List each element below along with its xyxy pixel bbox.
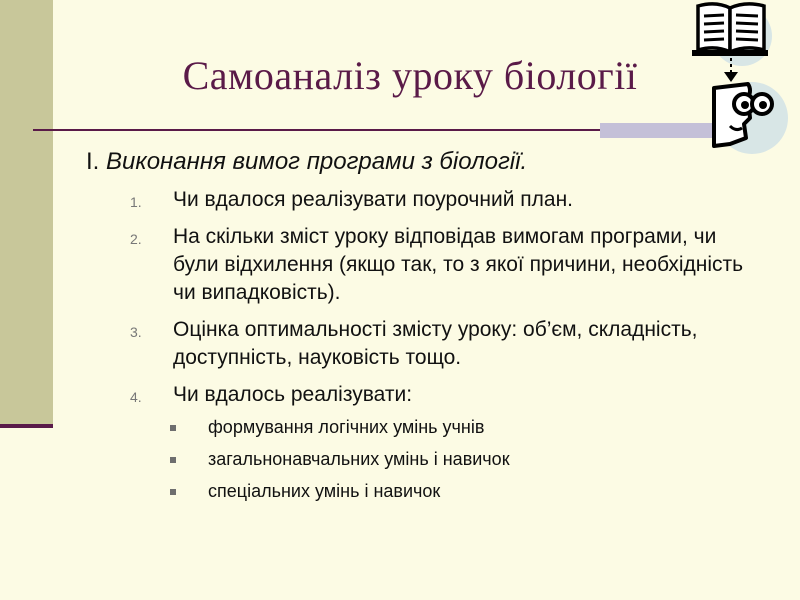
list-item-text: Чи вдалося реалізувати поурочний план.	[173, 188, 574, 211]
sublist-item	[170, 447, 746, 471]
list-item-number: 4.	[130, 389, 142, 405]
list-item-text: На скільки зміст уроку відповідав вимогам програми, чи були відхилення (якщо так, то з якої причини, необхідність чи випадковість).	[173, 225, 744, 304]
slide-title: Самоаналіз уроку біології	[182, 53, 638, 98]
title-rule-line	[33, 129, 600, 131]
section-heading	[86, 148, 746, 176]
bullet-sublist	[170, 415, 746, 503]
sublist-item	[170, 479, 746, 503]
sublist-item	[170, 415, 746, 439]
sublist-item-text: загальнонавчальних умінь і навичок	[208, 449, 510, 469]
list-item-text: Чи вдалось реалізувати:	[173, 383, 413, 406]
list-item-number: 2.	[130, 231, 142, 247]
list-item	[86, 186, 746, 214]
list-item	[86, 223, 746, 307]
sublist-item-text: формування логічних умінь учнів	[208, 417, 485, 437]
sublist-item-text: спеціальних умінь і навичок	[208, 481, 441, 501]
list-item	[86, 381, 746, 503]
square-bullet-icon	[170, 457, 176, 463]
numbered-list	[86, 186, 746, 503]
list-item-number: 3.	[130, 324, 142, 340]
square-bullet-icon	[170, 425, 176, 431]
square-bullet-icon	[170, 489, 176, 495]
list-item	[86, 316, 746, 372]
list-item-text: Оцінка оптимальності змісту уроку: об’єм, складність, доступність, науковість тощо.	[173, 318, 698, 369]
list-item-number: 1.	[130, 194, 142, 210]
slide-body	[86, 148, 746, 512]
open-book-icon	[692, 4, 768, 56]
section-number: І.	[86, 148, 107, 175]
side-bar-accent-line	[0, 424, 53, 428]
section-heading-text: Виконання вимог програми з біології.	[106, 148, 528, 175]
book-and-face-illustration	[690, 0, 800, 160]
decorative-side-bar	[0, 0, 53, 424]
